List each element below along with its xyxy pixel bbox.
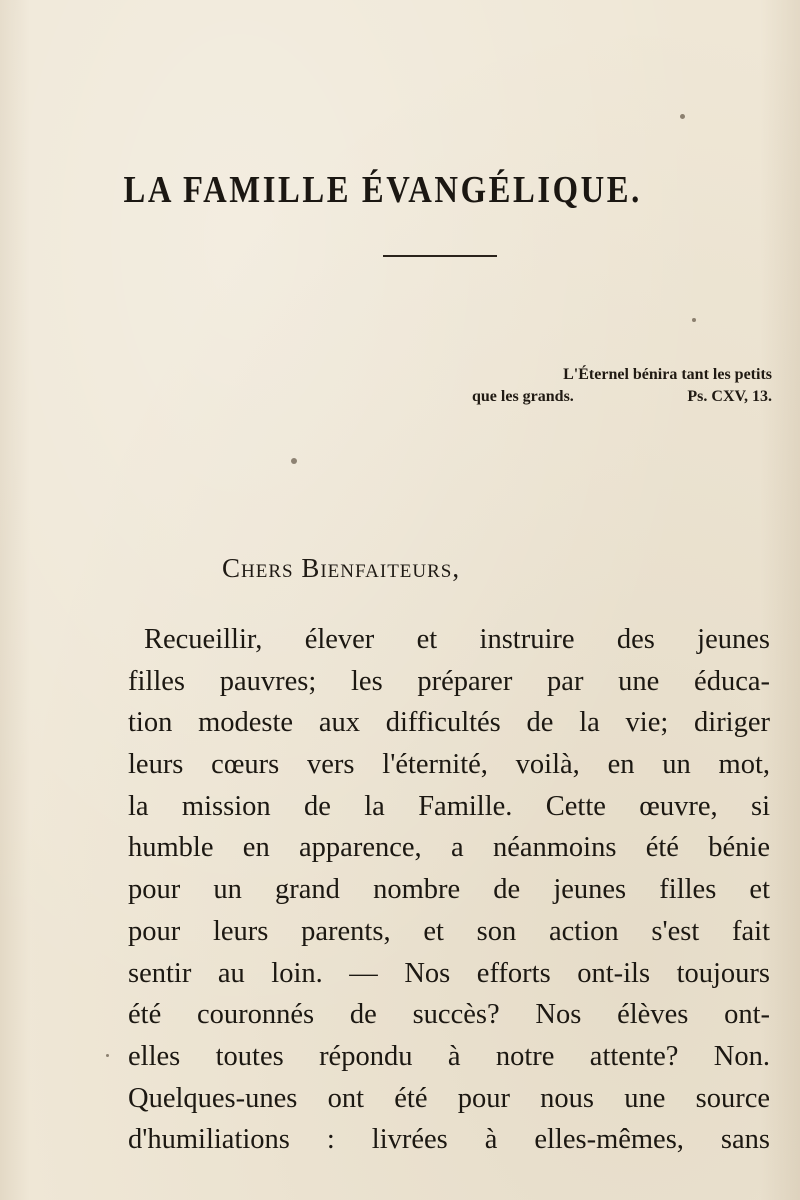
body-line: leurs cœurs vers l'éternité, voilà, en un mot,	[128, 749, 770, 781]
body-line: filles pauvres; les préparer par une éduca-	[128, 665, 770, 697]
body-line: d'humiliations : livrées à elles-mêmes, sans	[128, 1124, 770, 1156]
body-line: tion modeste aux difficultés de la vie; diriger	[128, 707, 770, 739]
paper-speck	[106, 1054, 109, 1057]
body-line: Recueillir, élever et instruire des jeunes	[144, 624, 770, 655]
body-line: été couronnés de succès? Nos élèves ont-	[128, 999, 770, 1031]
epigraph-line-2-text: que les grands.	[472, 388, 574, 405]
page-title: LA FAMILLE ÉVANGÉLIQUE.	[123, 169, 642, 211]
body-line: elles toutes répondu à notre attente? Non.	[128, 1040, 770, 1072]
title-divider	[383, 255, 497, 257]
paper-speck	[692, 318, 696, 322]
epigraph-reference: Ps. CXV, 13.	[687, 388, 772, 405]
body-line: pour un grand nombre de jeunes filles et	[128, 874, 770, 906]
body-line: humble en apparence, a néanmoins été bénie	[128, 832, 770, 864]
body-line: Quelques-unes ont été pour nous une source	[128, 1082, 770, 1114]
epigraph-line-1: L'Éternel bénira tant les petits	[563, 366, 772, 383]
epigraph-line-2	[472, 386, 772, 408]
paper-speck	[291, 458, 297, 464]
body-paragraph	[128, 619, 770, 1161]
body-line: la mission de la Famille. Cette œuvre, si	[128, 790, 770, 822]
epigraph	[472, 364, 772, 408]
body-line: pour leurs parents, et son action s'est fait	[128, 915, 770, 947]
salutation: Chers Bienfaiteurs,	[222, 553, 461, 583]
body-line: sentir au loin. — Nos efforts ont-ils toujours	[128, 957, 770, 989]
paper-speck	[680, 114, 685, 119]
